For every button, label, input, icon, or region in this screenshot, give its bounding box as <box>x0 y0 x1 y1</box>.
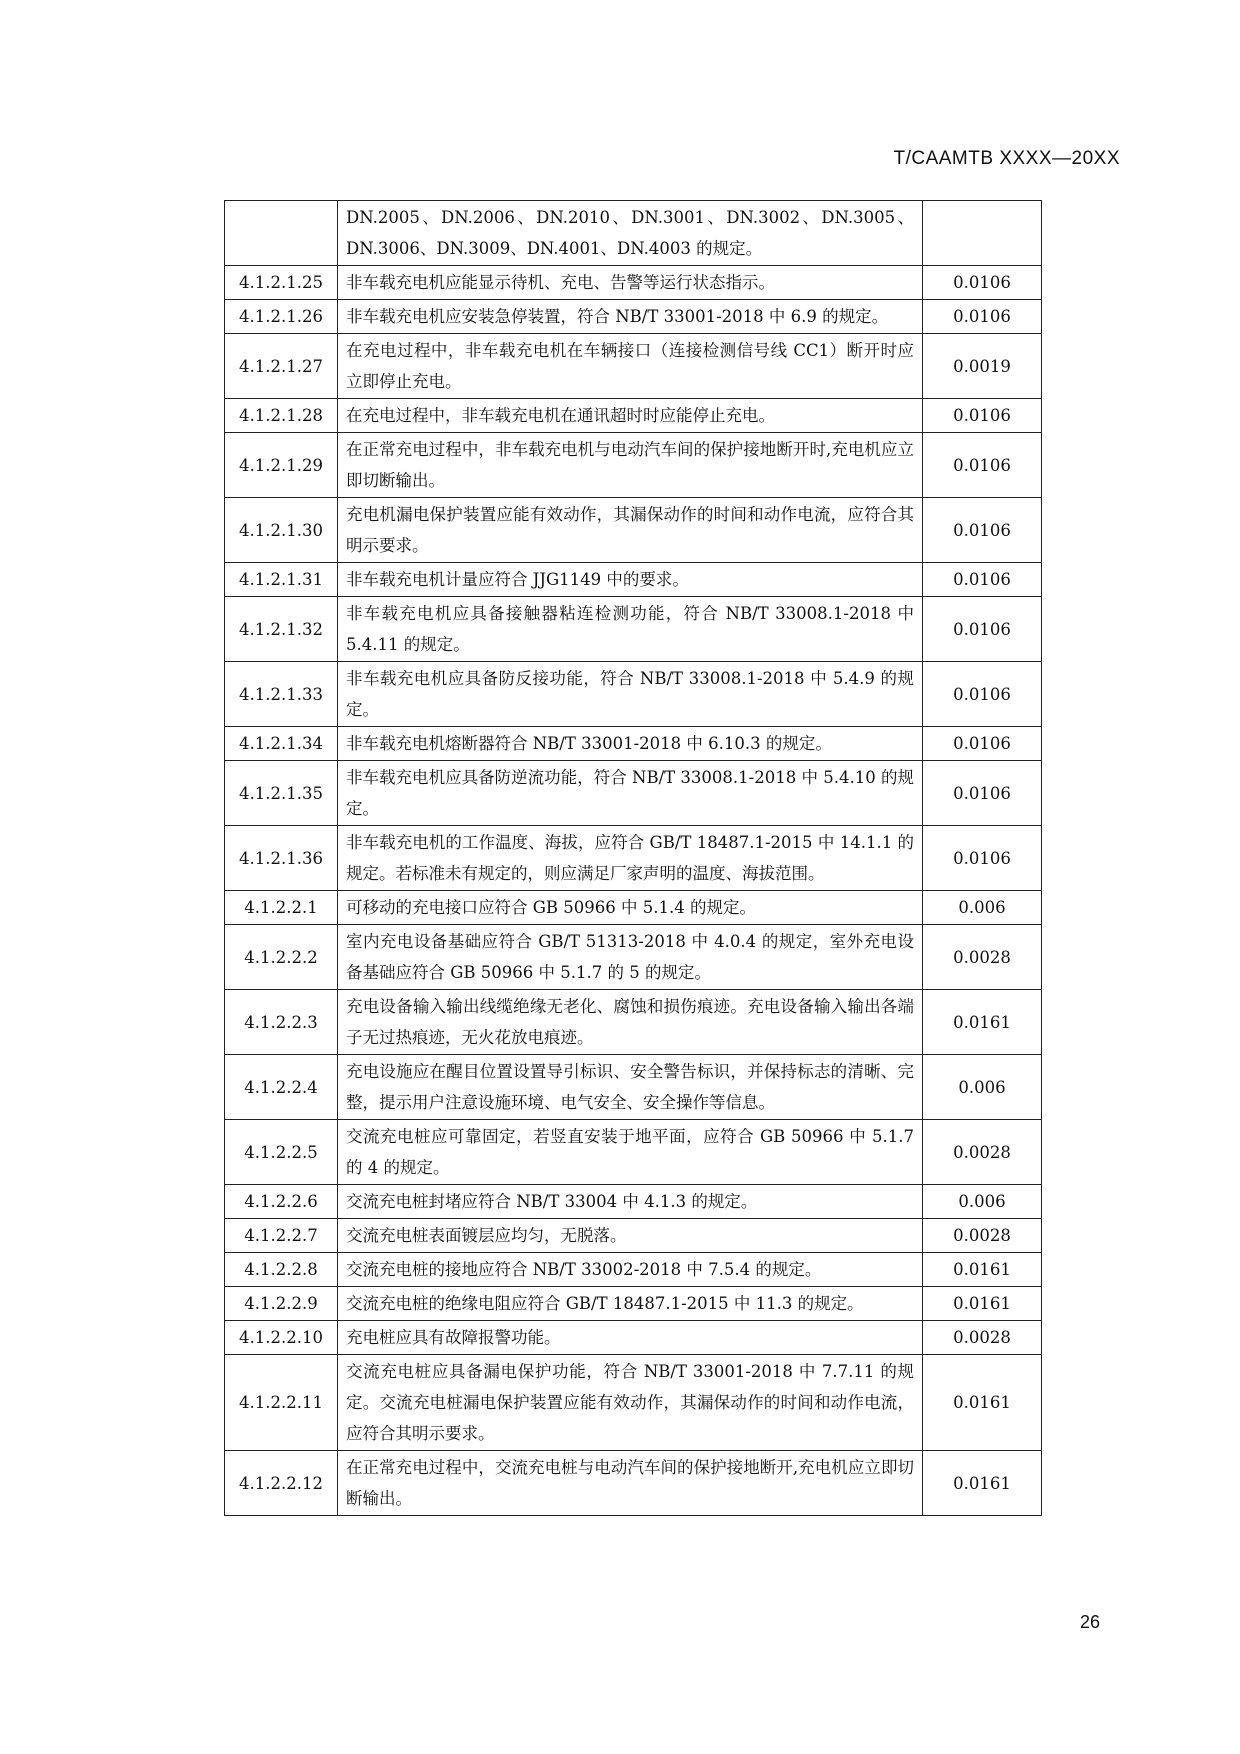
weight-score-cell: 0.0106 <box>923 399 1042 433</box>
weight-score-cell: 0.0028 <box>923 925 1042 990</box>
weight-score-cell: 0.0161 <box>923 1287 1042 1321</box>
requirement-text-cell: 非车载充电机应安装急停装置，符合 NB/T 33001-2018 中 6.9 的规定。 <box>338 300 923 334</box>
clause-code-cell: 4.1.2.2.1 <box>225 891 338 925</box>
table-row <box>225 1185 1042 1219</box>
table-row <box>225 1219 1042 1253</box>
requirement-text-cell: 非车载充电机应具备防逆流功能，符合 NB/T 33008.1-2018 中 5.4.10 的规定。 <box>338 761 923 826</box>
table-row <box>225 925 1042 990</box>
requirement-text-cell: 交流充电桩的接地应符合 NB/T 33002-2018 中 7.5.4 的规定。 <box>338 1253 923 1287</box>
weight-score-cell: 0.006 <box>923 1185 1042 1219</box>
requirements-table-body <box>225 201 1042 1516</box>
clause-code-cell: 4.1.2.1.31 <box>225 563 338 597</box>
requirement-text-cell: 交流充电桩封堵应符合 NB/T 33004 中 4.1.3 的规定。 <box>338 1185 923 1219</box>
clause-code-cell: 4.1.2.1.30 <box>225 498 338 563</box>
clause-code-cell: 4.1.2.1.32 <box>225 597 338 662</box>
table-row <box>225 399 1042 433</box>
table-row <box>225 891 1042 925</box>
weight-score-cell: 0.0106 <box>923 761 1042 826</box>
weight-score-cell <box>923 201 1042 266</box>
clause-code-cell: 4.1.2.2.4 <box>225 1055 338 1120</box>
requirement-text-cell: 非车载充电机计量应符合 JJG1149 中的要求。 <box>338 563 923 597</box>
weight-score-cell: 0.0028 <box>923 1219 1042 1253</box>
table-row <box>225 433 1042 498</box>
weight-score-cell: 0.0028 <box>923 1120 1042 1185</box>
requirement-text-cell: 充电设施应在醒目位置设置导引标识、安全警告标识，并保持标志的清晰、完整，提示用户注意设施环境、电气安全、安全操作等信息。 <box>338 1055 923 1120</box>
weight-score-cell: 0.0028 <box>923 1321 1042 1355</box>
clause-code-cell: 4.1.2.1.27 <box>225 334 338 399</box>
requirement-text-cell: 室内充电设备基础应符合 GB/T 51313-2018 中 4.0.4 的规定，室外充电设备基础应符合 GB 50966 中 5.1.7 的 5 的规定。 <box>338 925 923 990</box>
document-header: T/CAAMTB XXXX—20XX <box>893 148 1120 169</box>
clause-code-cell: 4.1.2.2.3 <box>225 990 338 1055</box>
weight-score-cell: 0.0161 <box>923 990 1042 1055</box>
table-row <box>225 1120 1042 1185</box>
weight-score-cell: 0.0161 <box>923 1253 1042 1287</box>
weight-score-cell: 0.0019 <box>923 334 1042 399</box>
requirement-text-cell: 充电设备输入输出线缆绝缘无老化、腐蚀和损伤痕迹。充电设备输入输出各端子无过热痕迹，无火花放电痕迹。 <box>338 990 923 1055</box>
table-row <box>225 266 1042 300</box>
clause-code-cell: 4.1.2.1.26 <box>225 300 338 334</box>
weight-score-cell: 0.0106 <box>923 300 1042 334</box>
requirement-text-cell: 非车载充电机应能显示待机、充电、告警等运行状态指示。 <box>338 266 923 300</box>
clause-code-cell: 4.1.2.2.11 <box>225 1355 338 1451</box>
table-row <box>225 201 1042 266</box>
weight-score-cell: 0.0106 <box>923 597 1042 662</box>
table-row <box>225 1287 1042 1321</box>
table-row <box>225 1451 1042 1516</box>
requirement-text-cell: 可移动的充电接口应符合 GB 50966 中 5.1.4 的规定。 <box>338 891 923 925</box>
requirement-text-cell: 在正常充电过程中，交流充电桩与电动汽车间的保护接地断开,充电机应立即切断输出。 <box>338 1451 923 1516</box>
clause-code-cell: 4.1.2.1.35 <box>225 761 338 826</box>
requirement-text-cell: 在充电过程中，非车载充电机在车辆接口（连接检测信号线 CC1）断开时应立即停止充电。 <box>338 334 923 399</box>
requirement-text-cell: 非车载充电机应具备防反接功能，符合 NB/T 33008.1-2018 中 5.4.9 的规定。 <box>338 662 923 727</box>
table-row <box>225 990 1042 1055</box>
requirements-table <box>224 200 1042 1516</box>
requirement-text-cell: 在充电过程中，非车载充电机在通讯超时时应能停止充电。 <box>338 399 923 433</box>
requirement-text-cell: 交流充电桩的绝缘电阻应符合 GB/T 18487.1-2015 中 11.3 的规定。 <box>338 1287 923 1321</box>
table-row <box>225 761 1042 826</box>
clause-code-cell: 4.1.2.1.28 <box>225 399 338 433</box>
clause-code-cell: 4.1.2.1.36 <box>225 826 338 891</box>
weight-score-cell: 0.006 <box>923 1055 1042 1120</box>
clause-code-cell: 4.1.2.1.33 <box>225 662 338 727</box>
requirement-text-cell: 交流充电桩应可靠固定，若竖直安装于地平面，应符合 GB 50966 中 5.1.7 的 4 的规定。 <box>338 1120 923 1185</box>
weight-score-cell: 0.0161 <box>923 1451 1042 1516</box>
clause-code-cell: 4.1.2.1.25 <box>225 266 338 300</box>
table-row <box>225 826 1042 891</box>
requirement-text-cell: 在正常充电过程中，非车载充电机与电动汽车间的保护接地断开时,充电机应立即切断输出。 <box>338 433 923 498</box>
table-row <box>225 1355 1042 1451</box>
weight-score-cell: 0.006 <box>923 891 1042 925</box>
table-row <box>225 1055 1042 1120</box>
requirement-text-cell: 充电机漏电保护装置应能有效动作，其漏保动作的时间和动作电流，应符合其明示要求。 <box>338 498 923 563</box>
page-number: 26 <box>1079 1612 1100 1632</box>
weight-score-cell: 0.0106 <box>923 826 1042 891</box>
table-row <box>225 597 1042 662</box>
requirement-text-cell: 非车载充电机应具备接触器粘连检测功能，符合 NB/T 33008.1-2018 中 5.4.11 的规定。 <box>338 597 923 662</box>
clause-code-cell: 4.1.2.2.5 <box>225 1120 338 1185</box>
weight-score-cell: 0.0106 <box>923 266 1042 300</box>
weight-score-cell: 0.0161 <box>923 1355 1042 1451</box>
requirement-text-cell: 充电桩应具有故障报警功能。 <box>338 1321 923 1355</box>
weight-score-cell: 0.0106 <box>923 563 1042 597</box>
clause-code-cell: 4.1.2.2.2 <box>225 925 338 990</box>
clause-code-cell: 4.1.2.2.12 <box>225 1451 338 1516</box>
requirement-text-cell: DN.2005、DN.2006、DN.2010、DN.3001、DN.3002、DN.3005、DN.3006、DN.3009、DN.4001、DN.4003 的规定。 <box>338 201 923 266</box>
requirement-text-cell: 交流充电桩表面镀层应均匀，无脱落。 <box>338 1219 923 1253</box>
clause-code-cell <box>225 201 338 266</box>
weight-score-cell: 0.0106 <box>923 727 1042 761</box>
table-row <box>225 662 1042 727</box>
weight-score-cell: 0.0106 <box>923 498 1042 563</box>
clause-code-cell: 4.1.2.2.6 <box>225 1185 338 1219</box>
weight-score-cell: 0.0106 <box>923 662 1042 727</box>
table-row <box>225 300 1042 334</box>
weight-score-cell: 0.0106 <box>923 433 1042 498</box>
table-row <box>225 334 1042 399</box>
clause-code-cell: 4.1.2.2.8 <box>225 1253 338 1287</box>
table-row <box>225 1321 1042 1355</box>
clause-code-cell: 4.1.2.2.10 <box>225 1321 338 1355</box>
clause-code-cell: 4.1.2.2.9 <box>225 1287 338 1321</box>
table-row <box>225 498 1042 563</box>
table-row <box>225 1253 1042 1287</box>
requirement-text-cell: 交流充电桩应具备漏电保护功能，符合 NB/T 33001-2018 中 7.7.11 的规定。交流充电桩漏电保护装置应能有效动作，其漏保动作的时间和动作电流，应符合其明示要求。 <box>338 1355 923 1451</box>
requirement-text-cell: 非车载充电机的工作温度、海拔，应符合 GB/T 18487.1-2015 中 14.1.1 的规定。若标准未有规定的，则应满足厂家声明的温度、海拔范围。 <box>338 826 923 891</box>
table-row <box>225 563 1042 597</box>
clause-code-cell: 4.1.2.2.7 <box>225 1219 338 1253</box>
clause-code-cell: 4.1.2.1.34 <box>225 727 338 761</box>
requirement-text-cell: 非车载充电机熔断器符合 NB/T 33001-2018 中 6.10.3 的规定。 <box>338 727 923 761</box>
table-row <box>225 727 1042 761</box>
clause-code-cell: 4.1.2.1.29 <box>225 433 338 498</box>
